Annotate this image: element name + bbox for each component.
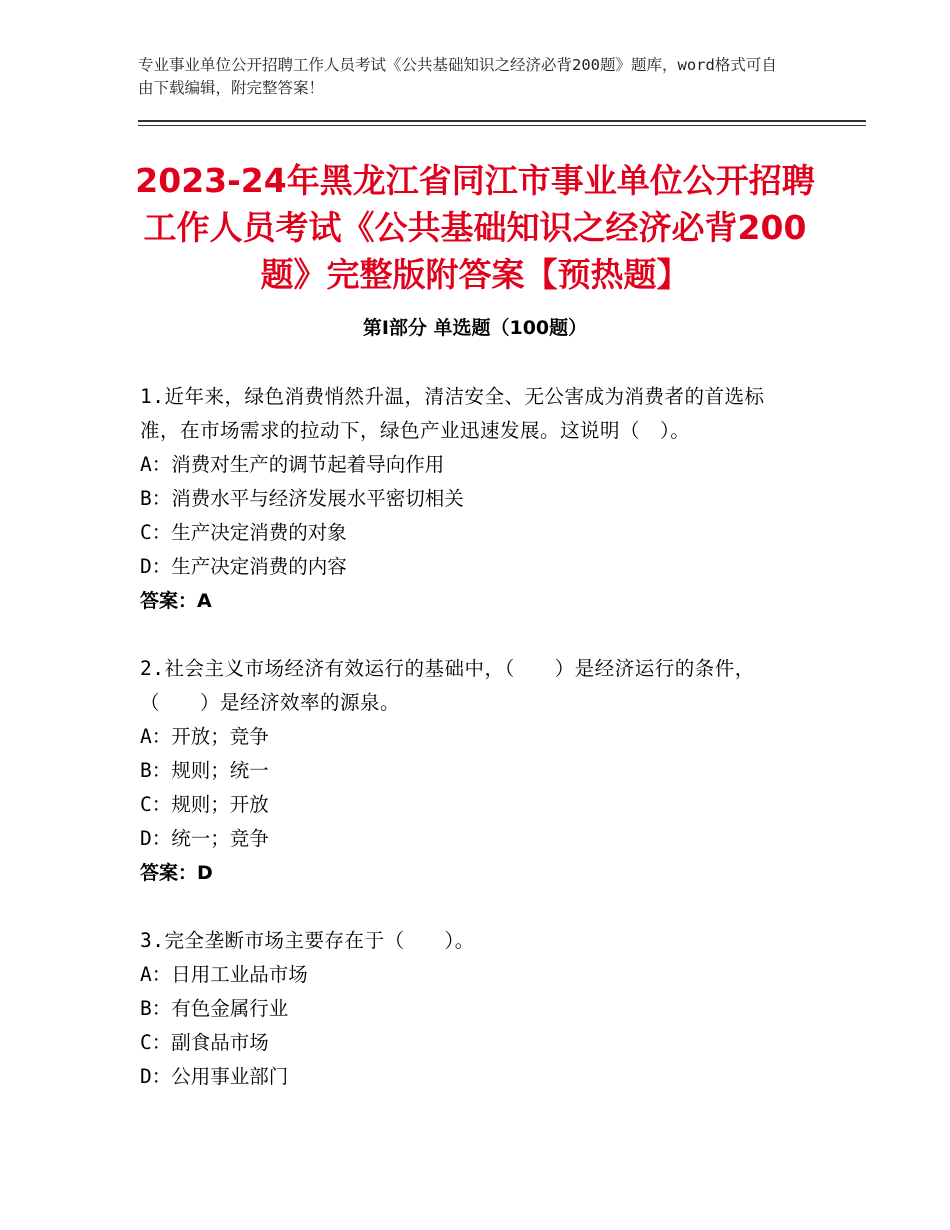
option-c: C：规则；开放: [140, 793, 269, 816]
question-stem: 1.近年来，绿色消费悄然升温，清洁安全、无公害成为消费者的首选标准，在市场需求的拉动下，绿色产业迅速发展。这说明（ ）。: [140, 385, 765, 442]
header-divider-thin: [138, 125, 866, 126]
option-a: A：开放；竞争: [140, 725, 269, 748]
section-heading: 第Ⅰ部分 单选题（100题）: [362, 317, 588, 339]
option-c: C：副食品市场: [140, 1031, 269, 1054]
answer-line: 答案：D: [140, 862, 213, 884]
question-1: [140, 380, 800, 618]
option-a: A：日用工业品市场: [140, 963, 308, 986]
option-b: B：有色金属行业: [140, 997, 289, 1020]
question-stem: 2.社会主义市场经济有效运行的基础中，（ ）是经济运行的条件，（ ）是经济效率的源泉。: [140, 657, 755, 714]
option-d: D：生产决定消费的内容: [140, 555, 347, 578]
option-c: C：生产决定消费的对象: [140, 521, 347, 544]
option-b: B：消费水平与经济发展水平密切相关: [140, 487, 464, 510]
document-title: 2023-24年黑龙江省同江市事业单位公开招聘工作人员考试《公共基础知识之经济必背200题》完整版附答案【预热题】: [135, 161, 815, 294]
option-b: B：规则；统一: [140, 759, 269, 782]
question-3: [140, 924, 800, 1094]
question-list: [140, 380, 800, 1128]
answer-line: 答案：A: [140, 590, 212, 612]
option-a: A：消费对生产的调节起着导向作用: [140, 453, 445, 476]
header-divider-thick: [138, 120, 866, 122]
option-d: D：统一；竞争: [140, 827, 269, 850]
question-stem: 3.完全垄断市场主要存在于（ ）。: [140, 929, 475, 952]
header-note: 专业事业单位公开招聘工作人员考试《公共基础知识之经济必背200题》题库，word格式可自由下载编辑，附完整答案！: [138, 56, 777, 97]
question-2: [140, 652, 800, 890]
option-d: D：公用事业部门: [140, 1065, 289, 1088]
